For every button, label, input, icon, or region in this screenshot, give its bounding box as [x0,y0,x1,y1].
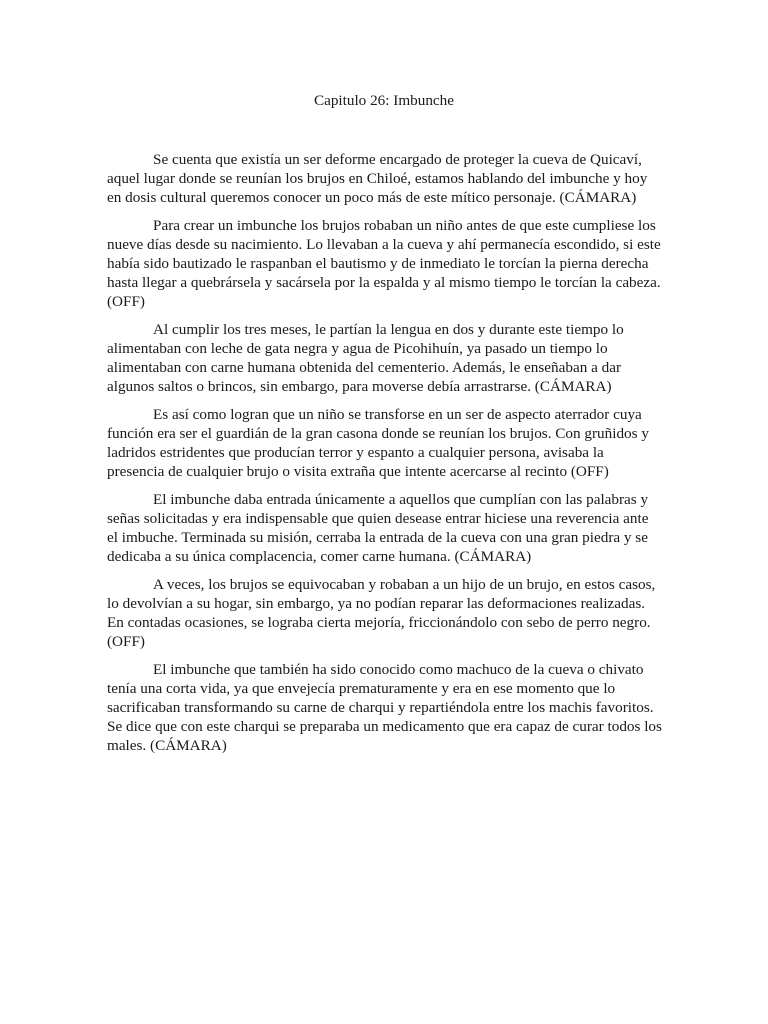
paragraph: Se cuenta que existía un ser deforme encargado de proteger la cueva de Quicaví, aquel lugar donde se reunían los brujos en Chiloé, estamos hablando del imbunche y hoy en dosis cultural queremos conocer un poco más de este mítico personaje. (CÁMARA) [107,151,648,206]
document-body [107,150,662,764]
chapter-title: Capitulo 26: Imbunche [313,92,455,109]
paragraph: Es así como logran que un niño se transforse en un ser de aspecto aterrador cuya función era ser el guardián de la gran casona donde se reunían los brujos. Con gruñidos y ladridos estridentes que producían terror y espanto a cualquier persona, avisaba la presencia de cualquier brujo o visita extraña que intente acercarse al recinto (OFF) [107,406,649,480]
paragraph: El imbunche daba entrada únicamente a aquellos que cumplían con las palabras y señas solicitadas y era indispensable que quien desease entrar hiciese una reverencia ante el imbuche. Terminada su misión, cerraba la entrada de la cueva con una gran piedra y se dedicaba a su única complacencia, comer carne humana. (CÁMARA) [107,491,649,565]
paragraph: El imbunche que también ha sido conocido como machuco de la cueva o chivato tenía una corta vida, ya que envejecía prematuramente y era en ese momento que lo sacrificaban transformando su carne de charqui y repartiéndola entre los machis favoritos. Se dice que con este charqui se preparaba un medicamento que era capaz de curar todos los males. (CÁMARA) [107,661,662,754]
paragraph: Para crear un imbunche los brujos robaban un niño antes de que este cumpliese los nueve días desde su nacimiento. Lo llevaban a la cueva y ahí permanecía escondido, si este había sido bautizado le raspanban el bautismo y de inmediato le torcían la pierna derecha hasta llegar a quebrársela y sacársela por la espalda y al mismo tiempo le torcían la cabeza. (OFF) [107,217,661,310]
paragraph: Al cumplir los tres meses, le partían la lengua en dos y durante este tiempo lo alimentaban con leche de gata negra y agua de Picohihuín, ya pasado un tiempo lo alimentaban con carne humana obtenida del cementerio. Además, le enseñaban a dar algunos saltos o brincos, sin embargo, para moverse debía arrastrarse. (CÁMARA) [107,321,624,395]
paragraph: A veces, los brujos se equivocaban y robaban a un hijo de un brujo, en estos casos, lo devolvían a su hogar, sin embargo, ya no podían reparar las deformaciones realizadas. En contadas ocasiones, se lograba cierta mejoría, friccionándolo con sebo de perro negro. (OFF) [107,576,656,650]
